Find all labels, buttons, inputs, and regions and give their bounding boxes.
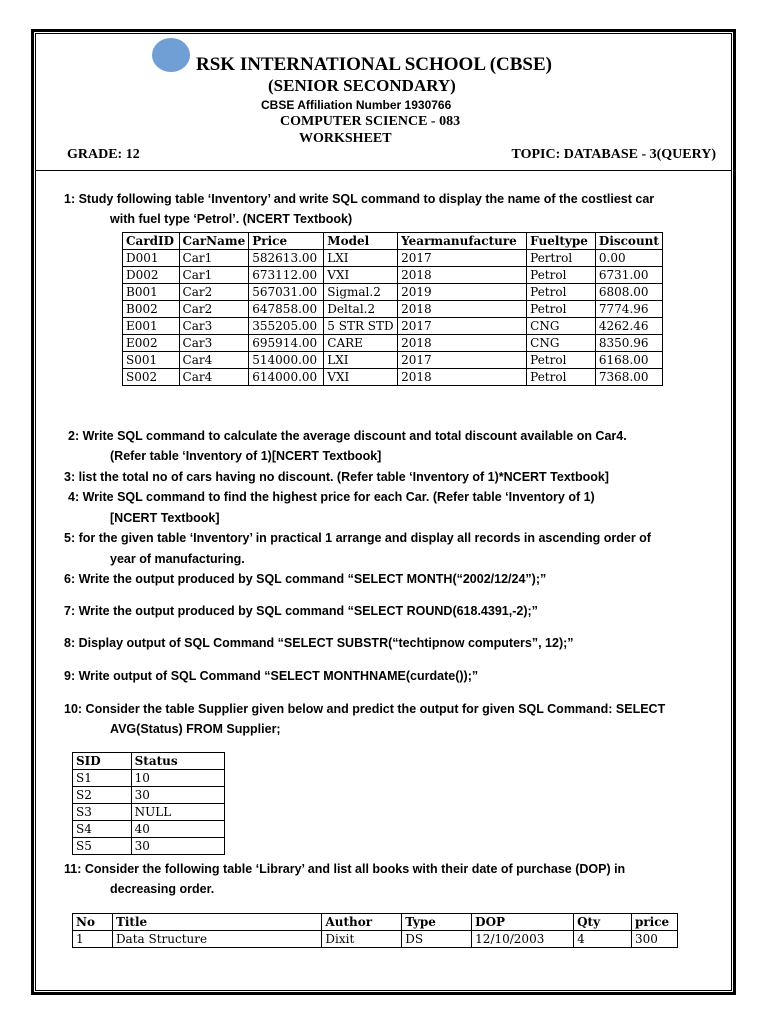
table-cell: DS (402, 931, 472, 948)
table-cell: S4 (73, 821, 132, 838)
table-cell: 582613.00 (249, 250, 324, 267)
table-cell: CARE (324, 335, 398, 352)
table-row (123, 369, 663, 386)
table-cell: 6168.00 (595, 352, 662, 369)
supplier-table (72, 752, 225, 855)
column-header: price (631, 914, 677, 931)
table-row (123, 352, 663, 369)
question-6: 6: Write the output produced by SQL command “SELECT MONTH(“2002/12/24”);” (64, 572, 547, 586)
table-cell: 4262.46 (595, 318, 662, 335)
table-header-row (123, 233, 663, 250)
grade-label: GRADE: 12 (67, 147, 140, 162)
table-cell: 300 (631, 931, 677, 948)
column-header: CarName (179, 233, 249, 250)
affiliation-number: CBSE Affiliation Number 1930766 (261, 98, 452, 112)
table-cell: S001 (123, 352, 180, 369)
table-cell: 2017 (398, 318, 527, 335)
library-table (72, 913, 678, 948)
table-cell: 0.00 (595, 250, 662, 267)
table-cell: B001 (123, 284, 180, 301)
table-cell: 40 (131, 821, 224, 838)
column-header: SID (73, 753, 132, 770)
table-cell: 567031.00 (249, 284, 324, 301)
table-cell: Petrol (527, 267, 596, 284)
table-cell: E001 (123, 318, 180, 335)
table-cell: Pertrol (527, 250, 596, 267)
table-cell: Car3 (179, 335, 249, 352)
table-cell: D001 (123, 250, 180, 267)
header-divider (35, 170, 732, 171)
subject-title: COMPUTER SCIENCE - 083 (280, 114, 461, 129)
table-cell: 12/10/2003 (472, 931, 574, 948)
table-cell: 673112.00 (249, 267, 324, 284)
table-cell: CNG (527, 318, 596, 335)
school-logo (152, 38, 190, 72)
table-cell: Sigmal.2 (324, 284, 398, 301)
table-row (73, 770, 225, 787)
table-cell: Petrol (527, 284, 596, 301)
column-header: Status (131, 753, 224, 770)
question-5-line-1: 5: for the given table ‘Inventory’ in practical 1 arrange and display all records in ascending order of (64, 531, 651, 545)
table-cell: E002 (123, 335, 180, 352)
table-cell: Car1 (179, 250, 249, 267)
table-cell: 30 (131, 787, 224, 804)
table-cell: Car4 (179, 352, 249, 369)
table-cell: 5 STR STD (324, 318, 398, 335)
question-7: 7: Write the output produced by SQL command “SELECT ROUND(618.4391,-2);” (64, 604, 538, 618)
table-cell: 2017 (398, 250, 527, 267)
column-header: Author (322, 914, 402, 931)
question-4-line-2: [NCERT Textbook] (110, 511, 220, 525)
table-cell: 10 (131, 770, 224, 787)
table-row (73, 838, 225, 855)
table-cell: Petrol (527, 352, 596, 369)
table-cell: Car2 (179, 284, 249, 301)
column-header: DOP (472, 914, 574, 931)
table-cell: Data Structure (112, 931, 321, 948)
table-cell: 6731.00 (595, 267, 662, 284)
table-cell: Car2 (179, 301, 249, 318)
question-8: 8: Display output of SQL Command “SELECT SUBSTR(“techtipnow computers”, 12);” (64, 636, 574, 650)
table-cell: Dixit (322, 931, 402, 948)
table-row (123, 335, 663, 352)
column-header: Yearmanufacture (398, 233, 527, 250)
question-11-line-2: decreasing order. (110, 882, 215, 896)
table-cell: 6808.00 (595, 284, 662, 301)
table-cell: 2017 (398, 352, 527, 369)
question-10-line-1: 10: Consider the table Supplier given below and predict the output for given SQL Command: SELECT (64, 702, 666, 716)
table-cell: D002 (123, 267, 180, 284)
question-1-line-2: with fuel type ‘Petrol’. (NCERT Textbook) (110, 212, 353, 226)
table-cell: LXI (324, 250, 398, 267)
column-header: Model (324, 233, 398, 250)
worksheet-title: WORKSHEET (299, 131, 392, 146)
table-row (123, 301, 663, 318)
column-header: Fueltype (527, 233, 596, 250)
question-11-line-1: 11: Consider the following table ‘Library’ and list all books with their date of purchase (DOP) in (64, 862, 626, 876)
table-cell: 355205.00 (249, 318, 324, 335)
table-cell: 514000.00 (249, 352, 324, 369)
school-name: RSK INTERNATIONAL SCHOOL (CBSE) (196, 54, 552, 75)
school-subtitle: (SENIOR SECONDARY) (268, 76, 456, 95)
table-cell: 2018 (398, 301, 527, 318)
table-header-row (73, 914, 678, 931)
topic-label: TOPIC: DATABASE - 3(QUERY) (511, 147, 716, 162)
table-header-row (73, 753, 225, 770)
table-row (73, 804, 225, 821)
table-cell: S002 (123, 369, 180, 386)
column-header: Price (249, 233, 324, 250)
table-cell: Deltal.2 (324, 301, 398, 318)
table-cell: B002 (123, 301, 180, 318)
table-cell: 2018 (398, 369, 527, 386)
column-header: Type (402, 914, 472, 931)
table-cell: Car1 (179, 267, 249, 284)
table-cell: 4 (574, 931, 632, 948)
table-cell: S1 (73, 770, 132, 787)
table-cell: VXI (324, 369, 398, 386)
table-cell: Car3 (179, 318, 249, 335)
table-cell: CNG (527, 335, 596, 352)
table-row (123, 250, 663, 267)
column-header: Qty (574, 914, 632, 931)
table-cell: 2018 (398, 335, 527, 352)
table-cell: VXI (324, 267, 398, 284)
table-row (123, 284, 663, 301)
question-9: 9: Write output of SQL Command “SELECT MONTHNAME(curdate());” (64, 669, 479, 683)
table-cell: 695914.00 (249, 335, 324, 352)
column-header: Title (112, 914, 321, 931)
table-cell: S3 (73, 804, 132, 821)
table-cell: Car4 (179, 369, 249, 386)
question-1-line-1: 1: Study following table ‘Inventory’ and write SQL command to display the name of the costliest car (64, 192, 655, 206)
table-cell: S2 (73, 787, 132, 804)
table-cell: 647858.00 (249, 301, 324, 318)
question-5-line-2: year of manufacturing. (110, 552, 245, 566)
column-header: No (73, 914, 113, 931)
table-cell: 1 (73, 931, 113, 948)
table-row (73, 931, 678, 948)
table-cell: Petrol (527, 369, 596, 386)
table-row (73, 787, 225, 804)
table-row (73, 821, 225, 838)
table-row (123, 267, 663, 284)
table-cell: 30 (131, 838, 224, 855)
question-2-line-2: (Refer table ‘Inventory of 1)[NCERT Textbook] (110, 449, 382, 463)
table-cell: 614000.00 (249, 369, 324, 386)
table-cell: 8350.96 (595, 335, 662, 352)
question-2-line-1: 2: Write SQL command to calculate the average discount and total discount available on Car4. (68, 429, 627, 443)
column-header: Discount (595, 233, 662, 250)
table-cell: 7368.00 (595, 369, 662, 386)
question-4-line-1: 4: Write SQL command to find the highest price for each Car. (Refer table ‘Inventory of 1) (68, 490, 595, 504)
question-10-line-2: AVG(Status) FROM Supplier; (110, 722, 281, 736)
table-cell: 2018 (398, 267, 527, 284)
table-cell: 7774.96 (595, 301, 662, 318)
table-cell: S5 (73, 838, 132, 855)
inventory-table (122, 232, 663, 386)
table-cell: 2019 (398, 284, 527, 301)
table-cell: Petrol (527, 301, 596, 318)
table-cell: NULL (131, 804, 224, 821)
table-cell: LXI (324, 352, 398, 369)
table-row (123, 318, 663, 335)
question-3: 3: list the total no of cars having no discount. (Refer table ‘Inventory of 1)*NCERT Textbook] (64, 470, 609, 484)
column-header: CardID (123, 233, 180, 250)
